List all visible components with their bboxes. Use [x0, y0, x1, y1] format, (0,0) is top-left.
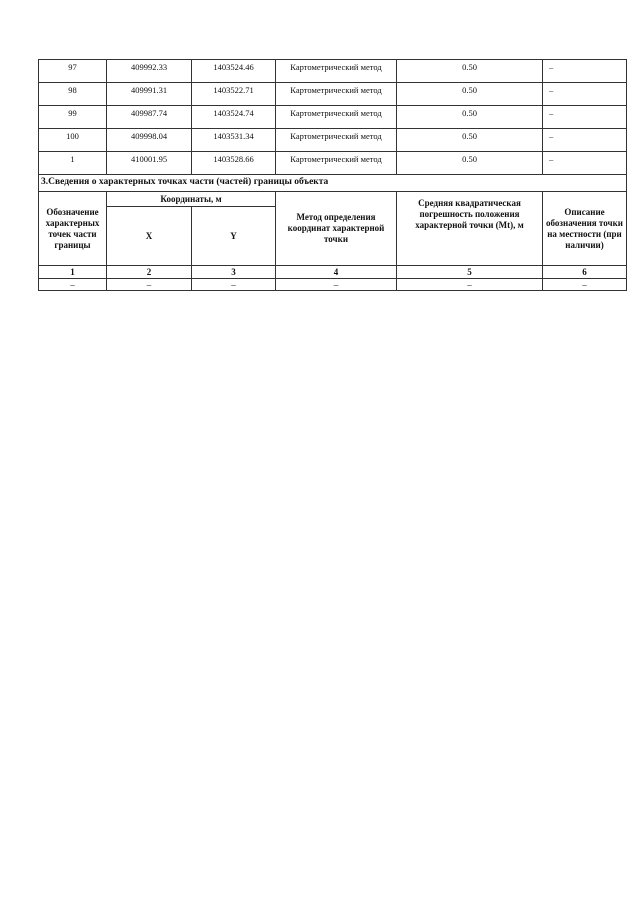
- column-number: 3: [192, 266, 276, 279]
- header-point: Обозначение характерных точек части границы: [39, 192, 107, 266]
- point-cell: 97: [39, 60, 107, 83]
- section-3-title: 3.Сведения о характерных точках части (частей) границы объекта: [39, 175, 627, 192]
- coordinates-table: [38, 59, 627, 291]
- description-cell: –: [543, 129, 627, 152]
- method-cell: Картометрический метод: [276, 129, 397, 152]
- column-number: 1: [39, 266, 107, 279]
- empty-cell: –: [276, 279, 397, 291]
- method-cell: Картометрический метод: [276, 106, 397, 129]
- table-row: [39, 106, 627, 129]
- table-row: [39, 152, 627, 175]
- empty-row: [39, 279, 627, 291]
- point-cell: 100: [39, 129, 107, 152]
- x-cell: 409992.33: [107, 60, 192, 83]
- column-numbers-row: [39, 266, 627, 279]
- description-cell: –: [543, 106, 627, 129]
- point-cell: 1: [39, 152, 107, 175]
- method-cell: Картометрический метод: [276, 152, 397, 175]
- empty-cell: –: [107, 279, 192, 291]
- section-3: [39, 175, 627, 291]
- header-y: Y: [192, 207, 276, 266]
- empty-cell: –: [543, 279, 627, 291]
- table-row: [39, 83, 627, 106]
- table-row: [39, 60, 627, 83]
- x-cell: 409991.31: [107, 83, 192, 106]
- header-error: Средняя квадратическая погрешность положения характерной точки (Мt), м: [397, 192, 543, 266]
- header-method: Метод определения координат характерной точки: [276, 192, 397, 266]
- y-cell: 1403524.46: [192, 60, 276, 83]
- table-row: [39, 129, 627, 152]
- column-number: 2: [107, 266, 192, 279]
- column-number: 5: [397, 266, 543, 279]
- y-cell: 1403524.74: [192, 106, 276, 129]
- y-cell: 1403522.71: [192, 83, 276, 106]
- method-cell: Картометрический метод: [276, 60, 397, 83]
- error-cell: 0.50: [397, 129, 543, 152]
- column-number: 6: [543, 266, 627, 279]
- column-number: 4: [276, 266, 397, 279]
- header-desc: Описание обозначения точки на местности (при наличии): [543, 192, 627, 266]
- description-cell: –: [543, 60, 627, 83]
- empty-cell: –: [397, 279, 543, 291]
- error-cell: 0.50: [397, 83, 543, 106]
- y-cell: 1403531.34: [192, 129, 276, 152]
- point-cell: 98: [39, 83, 107, 106]
- upper-rows: [39, 60, 627, 175]
- x-cell: 410001.95: [107, 152, 192, 175]
- error-cell: 0.50: [397, 106, 543, 129]
- header-x: X: [107, 207, 192, 266]
- method-cell: Картометрический метод: [276, 83, 397, 106]
- document-page: [38, 59, 626, 291]
- description-cell: –: [543, 83, 627, 106]
- empty-cell: –: [192, 279, 276, 291]
- x-cell: 409998.04: [107, 129, 192, 152]
- y-cell: 1403528.66: [192, 152, 276, 175]
- error-cell: 0.50: [397, 152, 543, 175]
- x-cell: 409987.74: [107, 106, 192, 129]
- empty-cell: –: [39, 279, 107, 291]
- error-cell: 0.50: [397, 60, 543, 83]
- description-cell: –: [543, 152, 627, 175]
- header-coords: Координаты, м: [107, 192, 276, 207]
- point-cell: 99: [39, 106, 107, 129]
